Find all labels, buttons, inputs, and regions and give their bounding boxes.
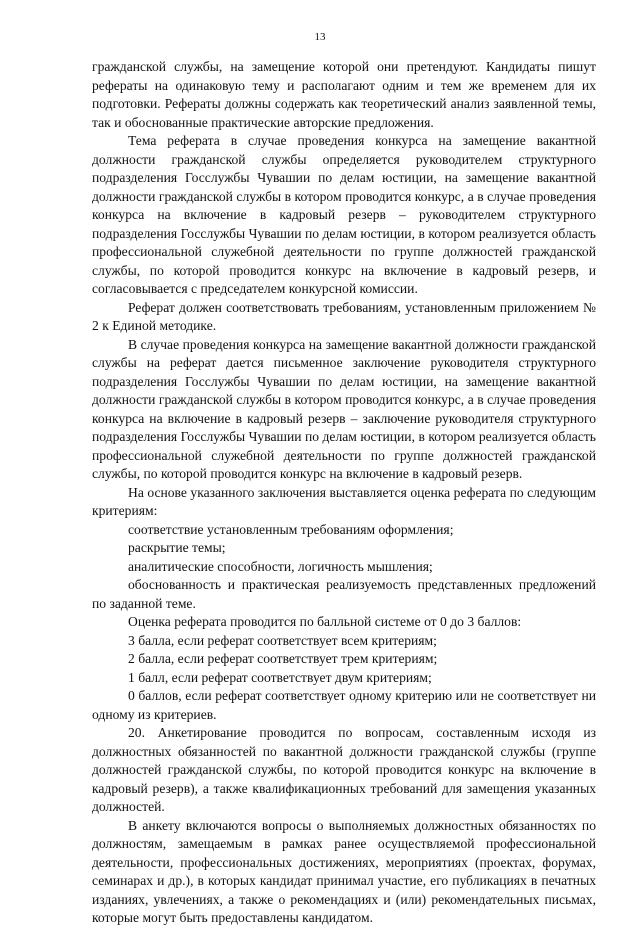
criterion-item: аналитические способности, логичность мышления; bbox=[128, 558, 433, 574]
score-item: 2 балла, если реферат соответствует трем критериям; bbox=[128, 651, 438, 666]
score-item: 3 балла, если реферат соответствует всем критериям; bbox=[128, 632, 437, 648]
paragraph-criteria-intro: На основе указанного заключения выставляется оценка реферата по следующим критериям: bbox=[92, 484, 596, 518]
paragraph-essay-topic: Тема реферата в случае проведения конкурса на замещение вакантной должности гражданской службы определяется руководителем структурного подразделения Госслужбы Чувашии по делам юстиции, на замещение вакантной должности гражданской службы в котором проводится конкурс, а в случае проведения конкурса на включение в кадровый резерв – руководителем структурного подразделения Госслужбы Чувашии по делам юстиции, в котором реализуется область профессиональной служебной деятельности по группе должностей гражданской службы, по которой проводится конкурс на включение в кадровый резерв, и согласовывается с председателем конкурсной комиссии. bbox=[92, 133, 596, 296]
paragraph-written-conclusion: В случае проведения конкурса на замещение вакантной должности гражданской службы на реферат дается письменное заключение руководителя структурного подразделения Госслужбы Чувашии по делам юстиции, на замещение вакантной должности гражданской службы в котором проводится конкурс, а в случае проведения конкурса на включение в кадровый резерв – заключение руководителя структурного подразделения Госслужбы Чувашии по делам юстиции, в котором реализуется область профессиональной служебной деятельности по группе должностей гражданской службы, по которой проводится конкурс на включение в кадровый резерв. bbox=[92, 336, 596, 481]
paragraph-questionnaire-content: В анкету включаются вопросы о выполняемых должностных обязанностях по должностям, замещаемым в рамках ранее осуществляемой профессиональной деятельности, профессиональных достижениях, мероприятиях (проектах, форумах, семинарах и др.), в которых кандидат принимал участие, его публикациях в печатных изданиях, увлечениях, а также о рекомендациях и (или) рекомендательных письмах, которые могут быть предоставлены кандидатом. bbox=[92, 817, 596, 925]
paragraph-scoring-intro: Оценка реферата проводится по балльной системе от 0 до 3 баллов: bbox=[128, 614, 522, 629]
paragraph-essay-standards: Реферат должен соответствовать требованиям, установленным приложением № 2 к Единой методике. bbox=[92, 299, 596, 333]
document-body bbox=[92, 58, 596, 928]
score-item: 1 балл, если реферат соответствует двум критериям; bbox=[128, 669, 432, 685]
score-item: 0 баллов, если реферат соответствует одному критерию или не соответствует ни одному из критериев. bbox=[92, 688, 596, 722]
paragraph-essay-requirements: гражданской службы, на замещение которой они претендуют. Кандидаты пишут рефераты на одинаковую тему и располагают одним и тем же временем для их подготовки. Рефераты должны содержать как теоретический анализ заявленной темы, так и обоснованные практические авторские предложения. bbox=[92, 59, 596, 130]
criterion-item: обоснованность и практическая реализуемость представленных предложений по заданной теме. bbox=[92, 577, 596, 611]
paragraph-questionnaire: 20. Анкетирование проводится по вопросам, составленным исходя из должностных обязанностей по вакантной должности гражданской службы (группе должностей гражданской службы, по которой проводится конкурс на включение в кадровый резерв), а также квалификационных требований для замещения указанных должностей. bbox=[92, 725, 596, 814]
criterion-item: раскрытие темы; bbox=[128, 540, 226, 555]
criterion-item: соответствие установленным требованиям оформления; bbox=[128, 521, 454, 537]
page-number: 13 bbox=[314, 31, 326, 43]
